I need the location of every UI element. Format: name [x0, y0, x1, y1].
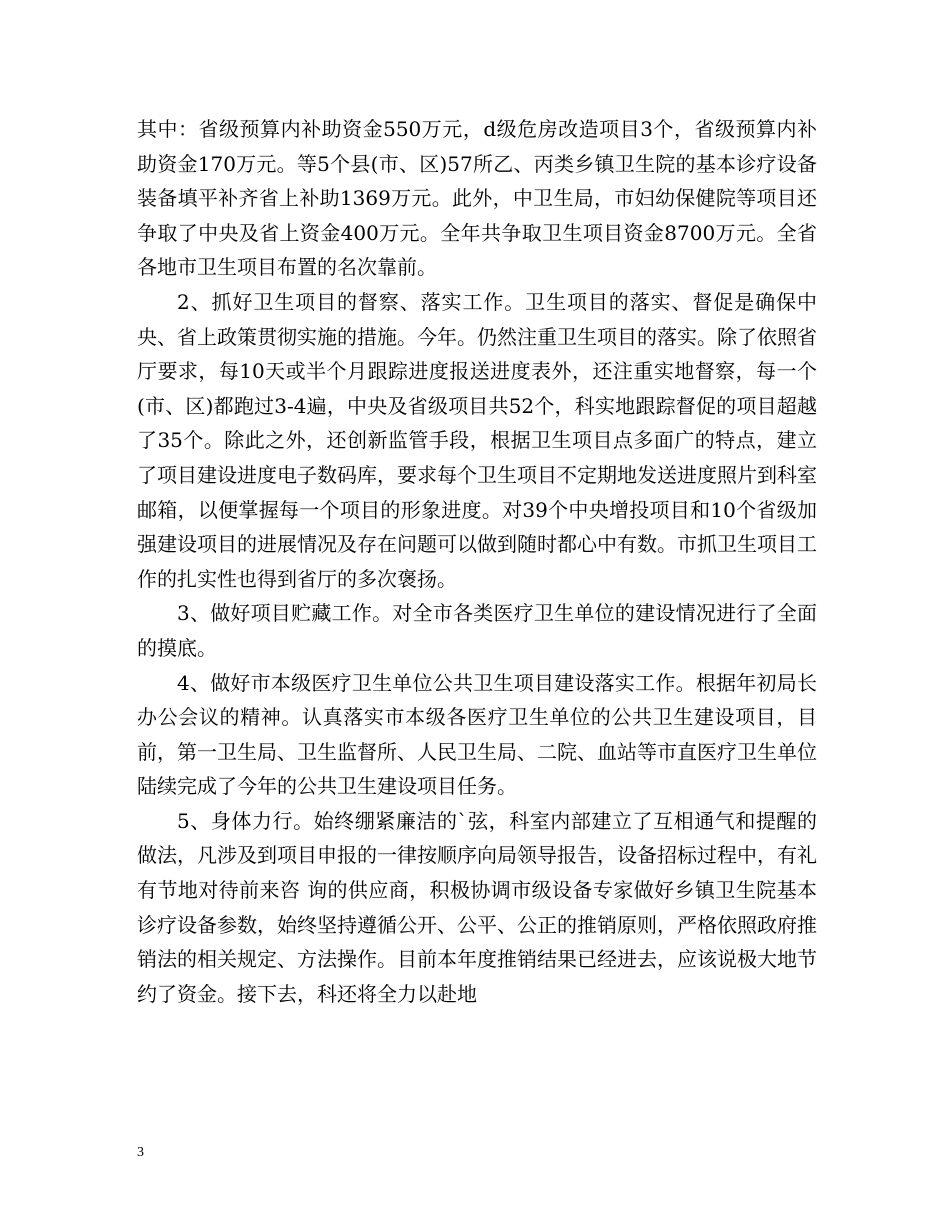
page-number: 3 [137, 1145, 144, 1160]
paragraph-3: 3、做好项目贮藏工作。对全市各类医疗卫生单位的建设情况进行了全面的摸底。 [137, 601, 817, 660]
paragraph-5: 5、身体力行。始终绷紧廉洁的`弦，科室内部建立了互相通气和提醒的做法，凡涉及到项目申报的一律按顺序向局领导报告，设备招标过程中，有礼有节地对待前来咨 询的供应商，积极协调市级设备专家做好乡镇卫生院基本诊疗设备参数，始终坚持遵循公开、公平、公正的推销原则，严格依照政府推销法的相关规定、方法操作。目前本年度推销结果已经进去，应该说极大地节约了资金。接下去，科还将全力以赴地 [137, 808, 817, 1006]
paragraph-1: 其中：省级预算内补助资金550万元，d级危房改造项目3个，省级预算内补助资金170万元。等5个县(市、区)57所乙、丙类乡镇卫生院的基本诊疗设备装备填平补齐省上补助1369万元。此外，中卫生局，市妇幼保健院等项目还争取了中央及省上资金400万元。全年共争取卫生项目资金8700万元。全省各地市卫生项目布置的名次靠前。 [137, 117, 817, 280]
document-body [137, 112, 817, 1011]
paragraph-2: 2、抓好卫生项目的督察、落实工作。卫生项目的落实、督促是确保中央、省上政策贯彻实施的措施。今年。仍然注重卫生项目的落实。除了依照省厅要求，每10天或半个月跟踪进度报送进度表外，还注重实地督察，每一个(市、区)都跑过3-4遍，中央及省级项目共52个，科实地跟踪督促的项目超越了35个。除此之外，还创新监管手段，根据卫生项目点多面广的特点，建立了项目建设进度电子数码库，要求每个卫生项目不定期地发送进度照片到科室邮箱，以便掌握每一个项目的形象进度。对39个中央增投项目和10个省级加强建设项目的进展情况及存在问题可以做到随时都心中有数。市抓卫生项目工作的扎实性也得到省厅的多次褒扬。 [137, 289, 817, 591]
paragraph-4: 4、做好市本级医疗卫生单位公共卫生项目建设落实工作。根据年初局长办公会议的精神。认真落实市本级各医疗卫生单位的公共卫生建设项目，目前，第一卫生局、卫生监督所、人民卫生局、二院、血站等市直医疗卫生单位陆续完成了今年的公共卫生建设项目任务。 [137, 670, 817, 799]
